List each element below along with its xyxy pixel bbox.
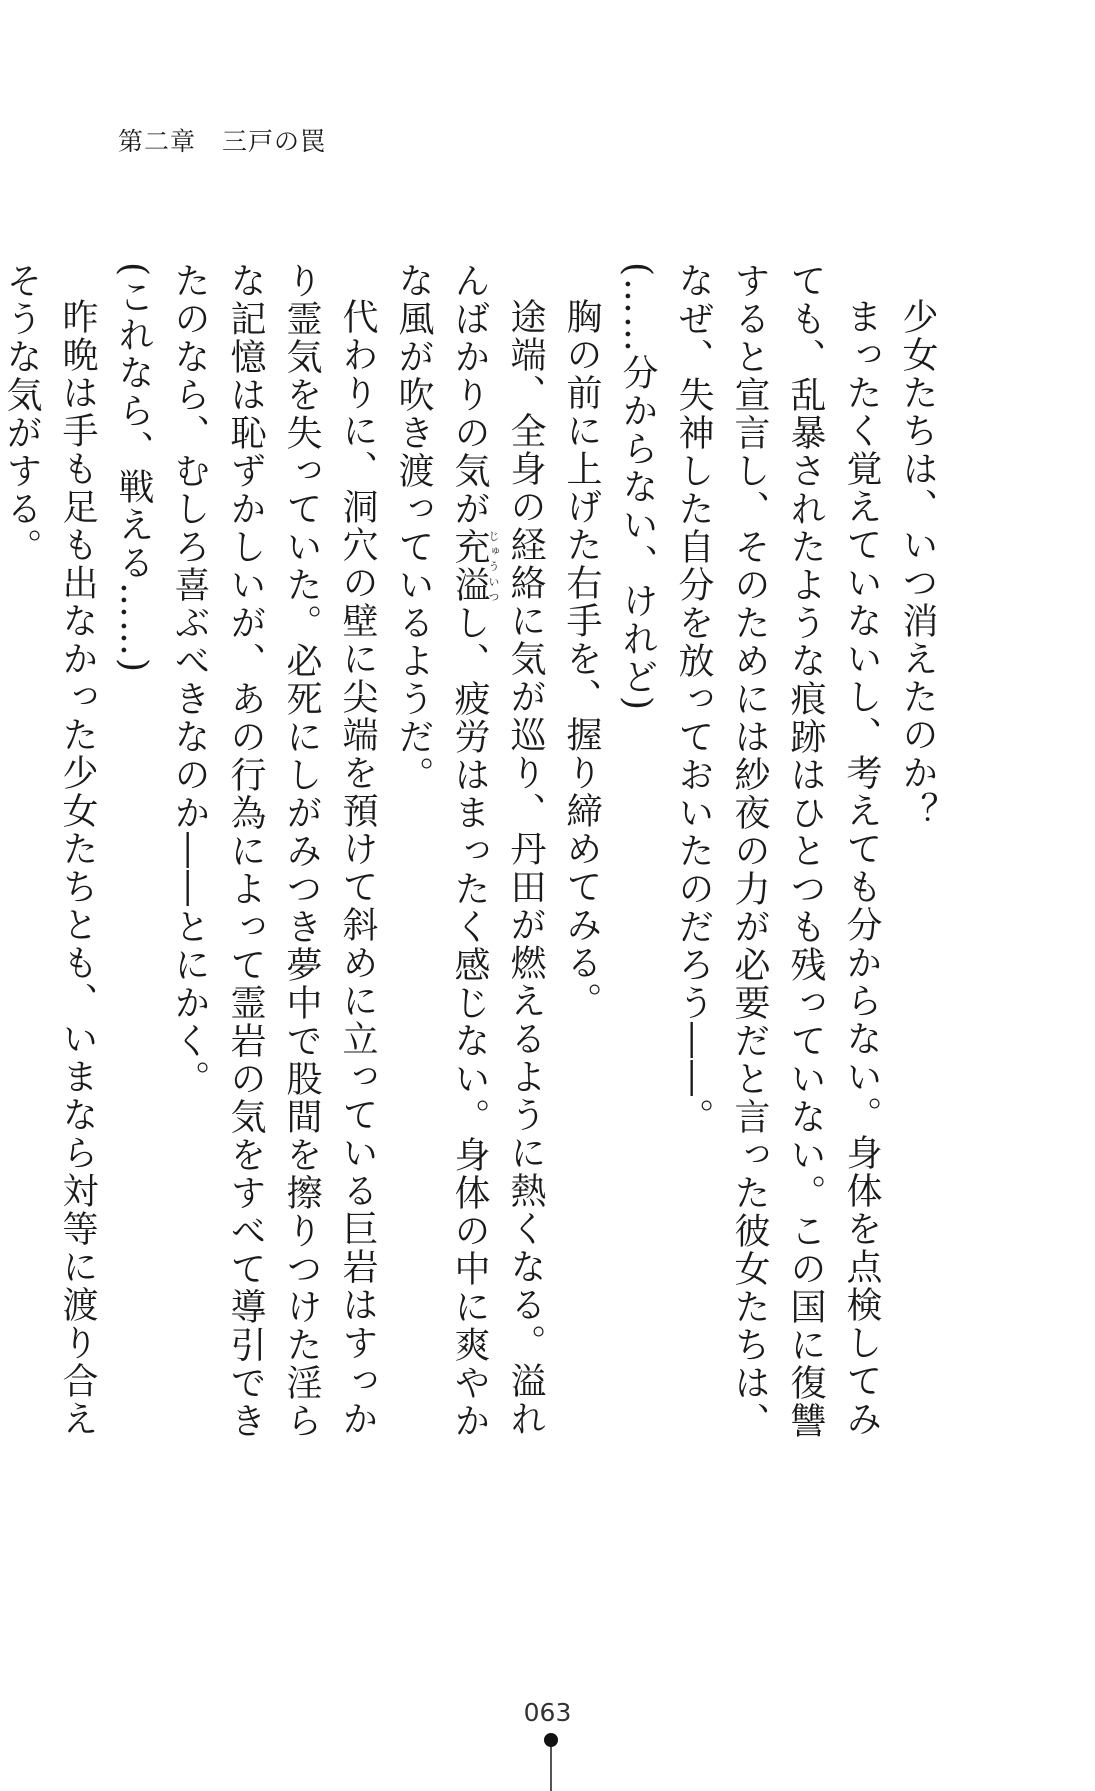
ruby-annotation	[449, 528, 500, 604]
ruby-reading: じゅういつ	[487, 528, 500, 604]
running-head: 第二章 三戸の罠	[118, 127, 327, 156]
paragraph-with-ruby	[385, 262, 553, 1462]
page-number: 063	[523, 1698, 572, 1727]
inner-thought: (……分からない、けれど)	[617, 262, 658, 713]
paragraph-text-before-ruby: 途端、全身の経絡に気が巡り、丹田が燃えるように熱くなる。溢れんばかりの気が	[449, 262, 546, 1438]
paragraph: 少女たちは、いつ消えたのか？	[897, 298, 938, 830]
inner-thought: (これなら、戦える……)	[113, 262, 154, 675]
paragraph: まったく覚えていないし、考えても分からない。身体を点検してみても、乱暴されたような痕跡はひとつも残っていない。この国に復讐すると宣言し、そのためには紗夜の力が必要だと言った彼女たちは、なぜ、失神した自分を放っておいたのだろう――。	[673, 262, 882, 1440]
folio-line-ornament	[550, 1747, 552, 1791]
paragraph: 代わりに、洞穴の壁に尖端を預けて斜めに立っている巨岩はすっかり霊気を失っていた。必死にしがみつき夢中で股間を擦りつけた淫らな記憶は恥ずかしいが、あの行為によって霊岩の気をすべて導引できたのなら、むしろ喜ぶべきなのか――とにかく。	[169, 262, 378, 1440]
paragraph-text-after-ruby: し、疲労はまったく感じない。身体の中に爽やかな風が吹き渡っているようだ。	[393, 262, 490, 1440]
ruby-base: 充溢	[449, 528, 490, 604]
paragraph: 胸の前に上げた右手を、握り締めてみる。	[561, 298, 602, 1020]
paragraph: 昨晩は手も足も出なかった少女たちとも、いまなら対等に渡り合えそうな気がする。	[1, 262, 98, 1438]
vertical-text-body	[1, 262, 945, 1462]
folio-dot-ornament	[544, 1733, 558, 1747]
